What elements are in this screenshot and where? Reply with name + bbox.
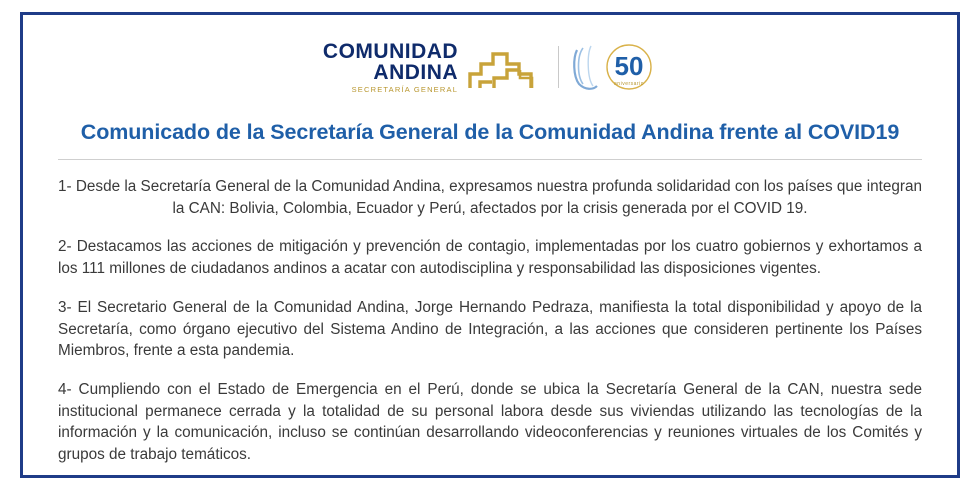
paragraph-3: 3- El Secretario General de la Comunidad Andina, Jorge Hernando Pedraza, manifiesta la total disponibilidad y apoyo de la Secretaría, como órgano ejecutivo del Sistema Andino de Integración, a las acciones que consideren pertinente los Países Miembros, frente a esta pandemia. [58, 298, 922, 360]
svg-text:50: 50 [614, 51, 644, 81]
title-divider [58, 159, 922, 160]
anniversary-50-icon [571, 42, 657, 92]
logo-divider [558, 46, 559, 88]
paragraph-4: 4- Cumpliendo con el Estado de Emergencia en el Perú, donde se ubica la Secretaría General de la CAN, nuestra sede institucional permanece cerrada y la totalidad de su personal labora desde sus viviendas utilizando las tecnologías de la información y la comunicación, incluso se continúan desarrollando videoconferencias y reuniones virtuales de los Comités y grupos de trabajo temáticos. [58, 381, 922, 464]
document-content [58, 36, 922, 481]
logo-line-1: COMUNIDAD [322, 39, 459, 63]
logo-line-2: ANDINA [373, 60, 459, 84]
organization-logo [58, 36, 922, 98]
paragraph-2: 2- Destacamos las acciones de mitigación y prevención de contagio, implementadas por los cuatro gobiernos y exhortamos a los 111 millones de ciudadanos andinos a acatar con autodisciplina y responsabilidad las disposiciones vigentes. [58, 238, 922, 278]
logo-wordmark [323, 41, 468, 94]
page-title: Comunicado de la Secretaría General de la Comunidad Andina frente al COVID19 [80, 120, 900, 144]
logo-line-3: SECRETARÍA GENERAL [351, 84, 459, 94]
paragraph-1: 1- Desde la Secretaría General de la Comunidad Andina, expresamos nuestra profunda solidaridad con los países que integran la CAN: Bolivia, Colombia, Ecuador y Perú, afectados por la crisis generada por el COVID 19. [58, 178, 922, 217]
svg-text:aniversario: aniversario [614, 81, 645, 87]
andean-steps-icon [468, 44, 546, 90]
